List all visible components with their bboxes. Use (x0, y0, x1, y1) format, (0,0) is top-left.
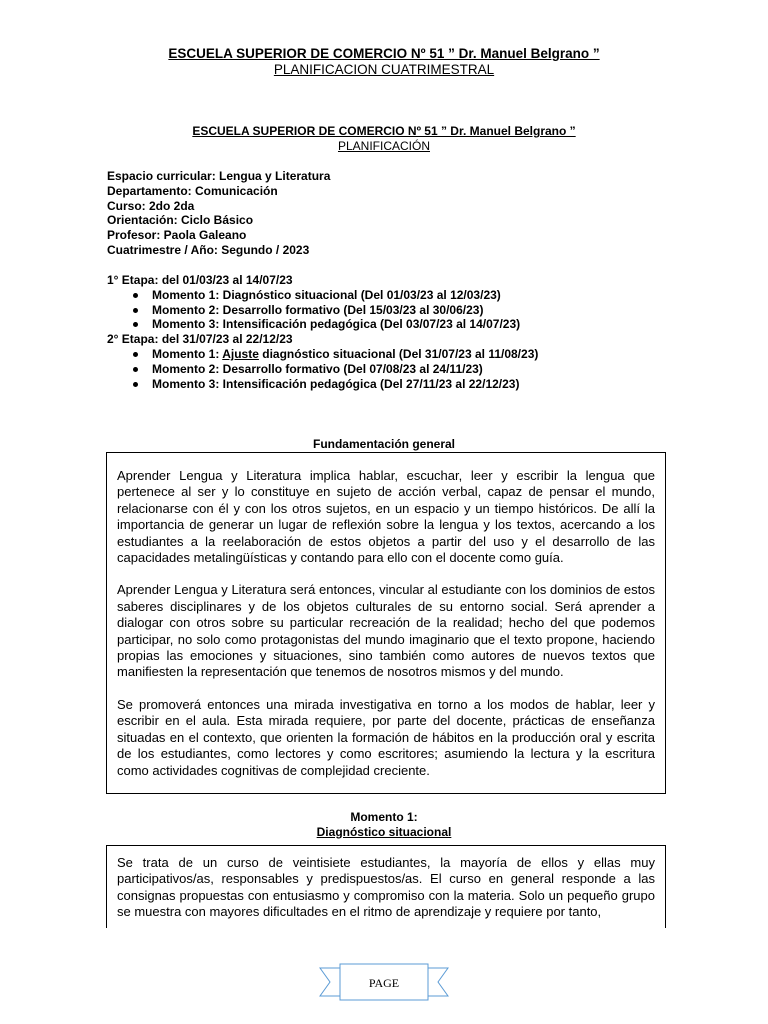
info-espacio-curricular: Espacio curricular: Lengua y Literatura (107, 169, 331, 183)
header-subtitle: PLANIFICACION CUATRIMESTRAL (273, 62, 495, 77)
etapa-1-momento-3: Momento 3: Intensificación pedagógica (Del 03/07/23 al 14/07/23) (152, 317, 687, 332)
etapa-2-list (107, 347, 687, 391)
etapa-1-list (107, 288, 687, 332)
subheader-subtitle: PLANIFICACIÓN (337, 139, 430, 153)
etapa-2-title: 2° Etapa: del 31/07/23 al 22/12/23 (107, 332, 293, 347)
momento-1-title: Momento 1: (350, 810, 418, 824)
etapa-2-momento-2: Momento 2: Desarrollo formativo (Del 07/08/23 al 24/11/23) (152, 362, 687, 377)
fundamentacion-box (106, 452, 666, 794)
info-cuatrimestre: Cuatrimestre / Año: Segundo / 2023 (107, 242, 310, 257)
momento-1-paragraph: Se trata de un curso de veintisiete estudiantes, la mayoría de ellos y ellas muy participativos/as, responsables y predispuestos/as. El curso en general responde a las consignas propuestas con entusiasmo y compromiso con la materia. Solo un pequeño grupo se muestra con mayores dificultades en el ritmo de aprendizaje y requiere por tanto, (117, 855, 655, 920)
page-number-label: PAGE (368, 976, 400, 990)
info-profesor: Profesor: Paola Galeano (107, 228, 247, 243)
etapa-1-momento-1: Momento 1: Diagnóstico situacional (Del 01/03/23 al 12/03/23) (152, 288, 687, 303)
etapa-2-momento-1-underlined: Ajuste (222, 346, 259, 361)
info-curso: Curso: 2do 2da (107, 198, 195, 213)
etapa-2-momento-1-prefix: Momento 1: (152, 346, 223, 361)
etapas-section (107, 273, 687, 391)
header-school-name: ESCUELA SUPERIOR DE COMERCIO Nº 51 ” Dr. Manuel Belgrano ” (168, 46, 600, 61)
etapa-1-title: 1° Etapa: del 01/03/23 al 14/07/23 (107, 273, 293, 287)
subheader-school-name: ESCUELA SUPERIOR DE COMERCIO Nº 51 ” Dr. Manuel Belgrano ” (192, 124, 576, 138)
course-info (107, 169, 667, 258)
fundamentacion-title: Fundamentación general (312, 437, 456, 451)
info-departamento: Departamento: Comunicación (107, 183, 278, 198)
etapa-2-momento-1-suffix: diagnóstico situacional (Del 31/07/23 al 11/08/23) (258, 346, 539, 361)
momento-1-subtitle: Diagnóstico situacional (316, 824, 452, 839)
info-orientacion: Orientación: Ciclo Básico (107, 213, 254, 228)
etapa-2-momento-1 (152, 347, 687, 362)
momento-1-heading (0, 810, 768, 839)
etapa-1-momento-2: Momento 2: Desarrollo formativo (Del 15/03/23 al 30/06/23) (152, 303, 687, 318)
fundamentacion-paragraph-1: Aprender Lengua y Literatura implica hablar, escuchar, leer y escribir la lengua que pertenece al ser y lo constituye en sujeto de acción verbal, capaz de pensar el mundo, relacionarse con él y con los otros sujetos, en un espacio y un tiempo históricos. De allí la importancia de generar un lugar de reflexión sobre la lengua y los textos, acercando a los estudiantes a la reelaboración de estos objetos a partir del uso y el desarrollo de las capacidades metalingüísticas y contando para ello con el docente como guía. (117, 468, 655, 566)
etapa-2-momento-3: Momento 3: Intensificación pedagógica (Del 27/11/23 al 22/12/23) (152, 377, 687, 392)
fundamentacion-paragraph-2: Aprender Lengua y Literatura será entonces, vincular al estudiante con los dominios de estos saberes disciplinares y de los objetos culturales de su entorno social. Será aprender a dialogar con otros sobre su particular recreación de la realidad; hecho del que podemos participar, no solo como protagonistas del mundo imaginario que el texto propone, haciendo propias las emociones y situaciones, sino también como autores de nuevos textos que manifiesten la representación que tenemos de nosotros mismos y del mundo. (117, 582, 655, 680)
document-header (0, 46, 768, 78)
fundamentacion-paragraph-3: Se promoverá entonces una mirada investigativa en torno a los modos de hablar, leer y escribir en el aula. Esta mirada requiere, por parte del docente, prácticas de enseñanza situadas en el contexto, que orienten la formación de hábitos en la producción oral y escrita de los estudiantes, como lectores y como escritores; asumiendo la lectura y la escritura como actividades cognitivas de complejidad creciente. (117, 696, 655, 778)
momento-1-box (106, 845, 666, 928)
document-subheader (0, 124, 768, 154)
